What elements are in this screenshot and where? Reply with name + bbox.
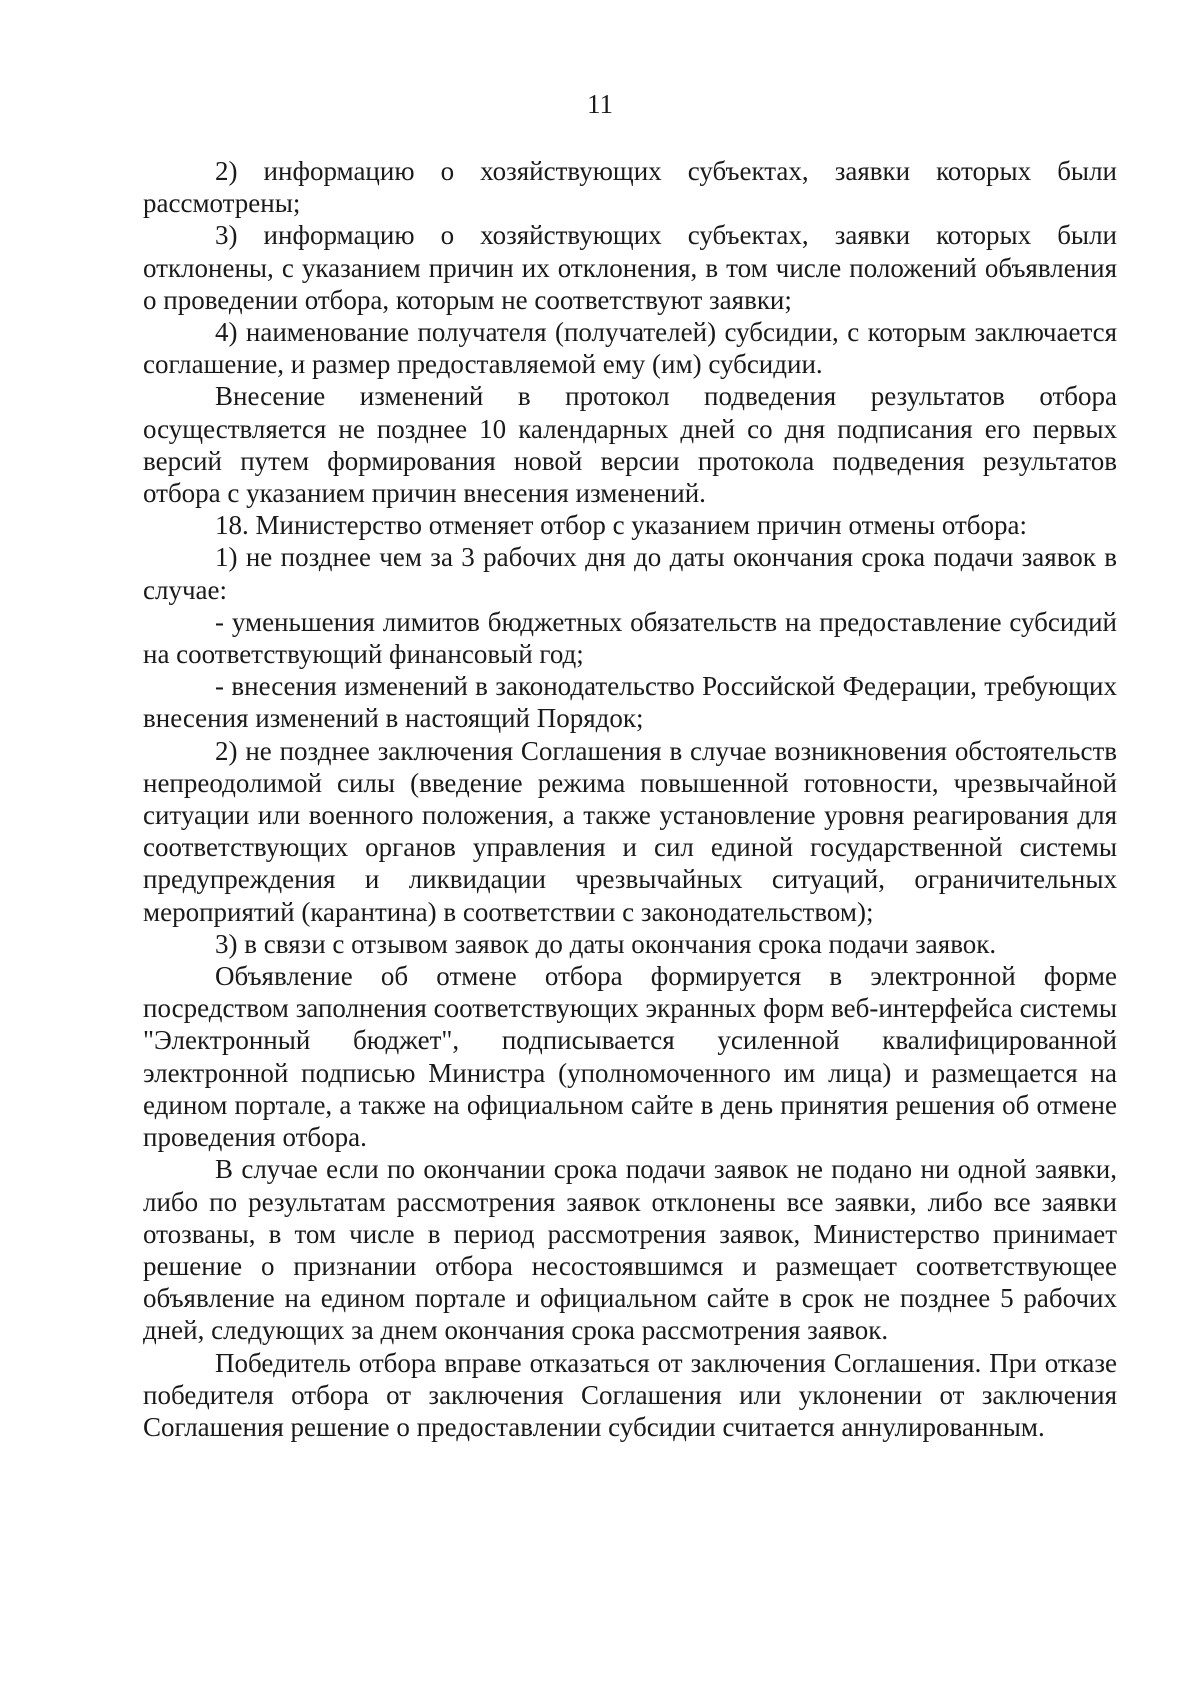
- paragraph-protocol-changes: Внесение изменений в протокол подведения результатов отбора осуществляется не позднее 10 календарных дней со дня подписания его первых версий путем формирования новой версии протокола подведения результатов отбора с указанием причин внесения изменений.: [143, 381, 1117, 509]
- paragraph-clause-18-item-2: 2) не позднее заключения Соглашения в случае возникновения обстоятельств непреодолимой силы (введение режима повышенной готовности, чрезвычайной ситуации или военного положения, а также установление уровня реагирования для соответствующих органов управления и сил единой государственной системы предупреждения и ликвидации чрезвычайных ситуаций, ограничительных мероприятий (карантина) в соответствии с законодательством);: [143, 735, 1117, 927]
- paragraph-failed-selection: В случае если по окончании срока подачи заявок не подано ни одной заявки, либо по результатам рассмотрения заявок отклонены все заявки, либо все заявки отозваны, в том числе в период рассмотрения заявок, Министерство принимает решение о признании отбора несостоявшимся и размещает соответствующее объявление на едином портале и официальном сайте в срок не позднее 5 рабочих дней, следующих за днем окончания срока рассмотрения заявок.: [143, 1154, 1117, 1346]
- paragraph-dash-legislation: - внесения изменений в законодательство Российской Федерации, требующих внесения изменений в настоящий Порядок;: [143, 671, 1117, 734]
- paragraph-item-2: 2) информацию о хозяйствующих субъектах, заявки которых были рассмотрены;: [143, 156, 1117, 219]
- paragraph-clause-18: 18. Министерство отменяет отбор с указанием причин отмены отбора:: [215, 510, 1028, 541]
- paragraph-item-4: 4) наименование получателя (получателей) субсидии, с которым заключается соглашение, и размер предоставляемой ему (им) субсидии.: [143, 317, 1117, 380]
- paragraph-clause-18-item-3: 3) в связи с отзывом заявок до даты окончания срока подачи заявок.: [215, 928, 997, 959]
- paragraph-cancellation-notice: Объявление об отмене отбора формируется в электронной форме посредством заполнения соответствующих экранных форм веб-интерфейса системы "Электронный бюджет", подписывается усиленной квалифицированной электронной подписью Министра (уполномоченного им лица) и размещается на едином портале, а также на официальном сайте в день принятия решения об отмене проведения отбора.: [143, 961, 1117, 1153]
- paragraph-clause-18-item-1: 1) не позднее чем за 3 рабочих дня до даты окончания срока подачи заявок в случае:: [143, 542, 1117, 605]
- paragraph-winner-refusal: Победитель отбора вправе отказаться от заключения Соглашения. При отказе победителя отбора от заключения Соглашения или уклонении от заключения Соглашения решение о предоставлении субсидии считается аннулированным.: [143, 1347, 1117, 1442]
- paragraph-item-3: 3) информацию о хозяйствующих субъектах, заявки которых были отклонены, с указанием причин их отклонения, в том числе положений объявления о проведении отбора, которым не соответствуют заявки;: [143, 220, 1117, 315]
- page-number: 11: [587, 89, 613, 119]
- document-body: [143, 155, 1117, 1443]
- paragraph-dash-limits: - уменьшения лимитов бюджетных обязательств на предоставление субсидий на соответствующий финансовый год;: [143, 606, 1117, 670]
